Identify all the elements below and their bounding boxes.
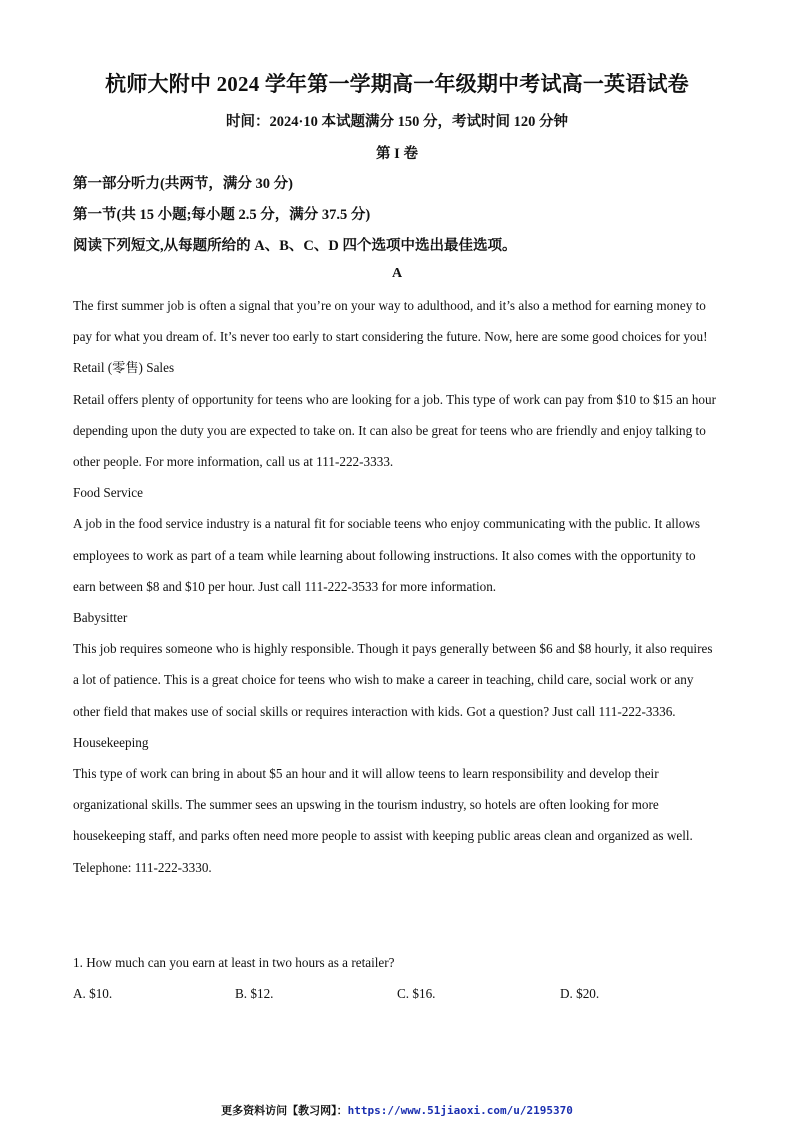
directions: 阅读下列短文,从每题所给的 A、B、C、D 四个选项中选出最佳选项。 <box>73 238 517 254</box>
job-heading-babysitter: Babysitter <box>73 610 128 626</box>
job-heading-housekeeping: Housekeeping <box>73 734 149 750</box>
job-text-retail: Retail offers plenty of opportunity for teens who are looking for a job. This type of work can pay from $10 to $15 an hour depending upon the duty you are expected to take on. It can also be great for teens who are friendly and enjoy talking to other people. For more information, call us at 111-222-3333. <box>73 391 716 470</box>
volume-label: 第 I 卷 <box>376 146 418 162</box>
job-text-housekeeping: This type of work can bring in about $5 an hour and it will allow teens to learn responsibility and develop their organizational skills. The summer sees an upswing in the tourism industry, so hotels are often looking for more housekeeping staff, and parks often need more people to assist with keeping public areas clean and organized as well. Telephone: 111-222-3330. <box>73 766 693 875</box>
section-heading: 第一节(共 15 小题;每小题 2.5 分，满分 37.5 分) <box>73 207 371 223</box>
footer-link[interactable]: https://www.51jiaoxi.com/u/2195370 <box>347 1104 573 1117</box>
footer-prefix: 更多资料访问【教习网】： <box>221 1104 348 1117</box>
job-heading-retail: Retail (零售) Sales <box>73 360 175 376</box>
job-heading-food-service: Food Service <box>73 485 143 501</box>
option-a: A. $10. <box>73 986 113 1001</box>
footer <box>0 1102 794 1118</box>
question-stem: 1. How much can you earn at least in two hours as a retailer? <box>73 955 395 970</box>
passage-letter: A <box>391 266 403 281</box>
job-text-babysitter: This job requires someone who is highly responsible. Though it pays generally between $6 and $8 hourly, it also requires a lot of patience. This is a great choice for teens who wish to make a career in teaching, child care, social work or any other field that makes use of social skills or requires interaction with kids. Got a question? Just call 111-222-3336. <box>73 641 713 719</box>
exam-subtitle: 时间：2024·10 本试题满分 150 分，考试时间 120 分钟 <box>226 114 568 130</box>
option-b: B. $12. <box>235 986 274 1001</box>
exam-title: 杭师大附中 2024 学年第一学期高一年级期中考试高一英语试卷 <box>105 72 689 96</box>
passage-intro: The first summer job is often a signal that you’re on your way to adulthood, and it’s also a method for earning money to pay for what you dream of. It’s never too early to start considering the future. Now, here are some good choices for you! <box>73 298 708 345</box>
option-d: D. $20. <box>560 986 600 1001</box>
job-text-food-service: A job in the food service industry is a natural fit for sociable teens who enjoy communicating with the public. It allows employees to work as part of a team while learning about following instructions. It also comes with the opportunity to earn between $8 and $10 per hour. Just call 111-222-3533 for more information. <box>73 516 700 594</box>
passage-body <box>73 290 721 883</box>
part-heading: 第一部分听力(共两节，满分 30 分) <box>73 176 293 192</box>
option-c: C. $16. <box>397 986 436 1001</box>
